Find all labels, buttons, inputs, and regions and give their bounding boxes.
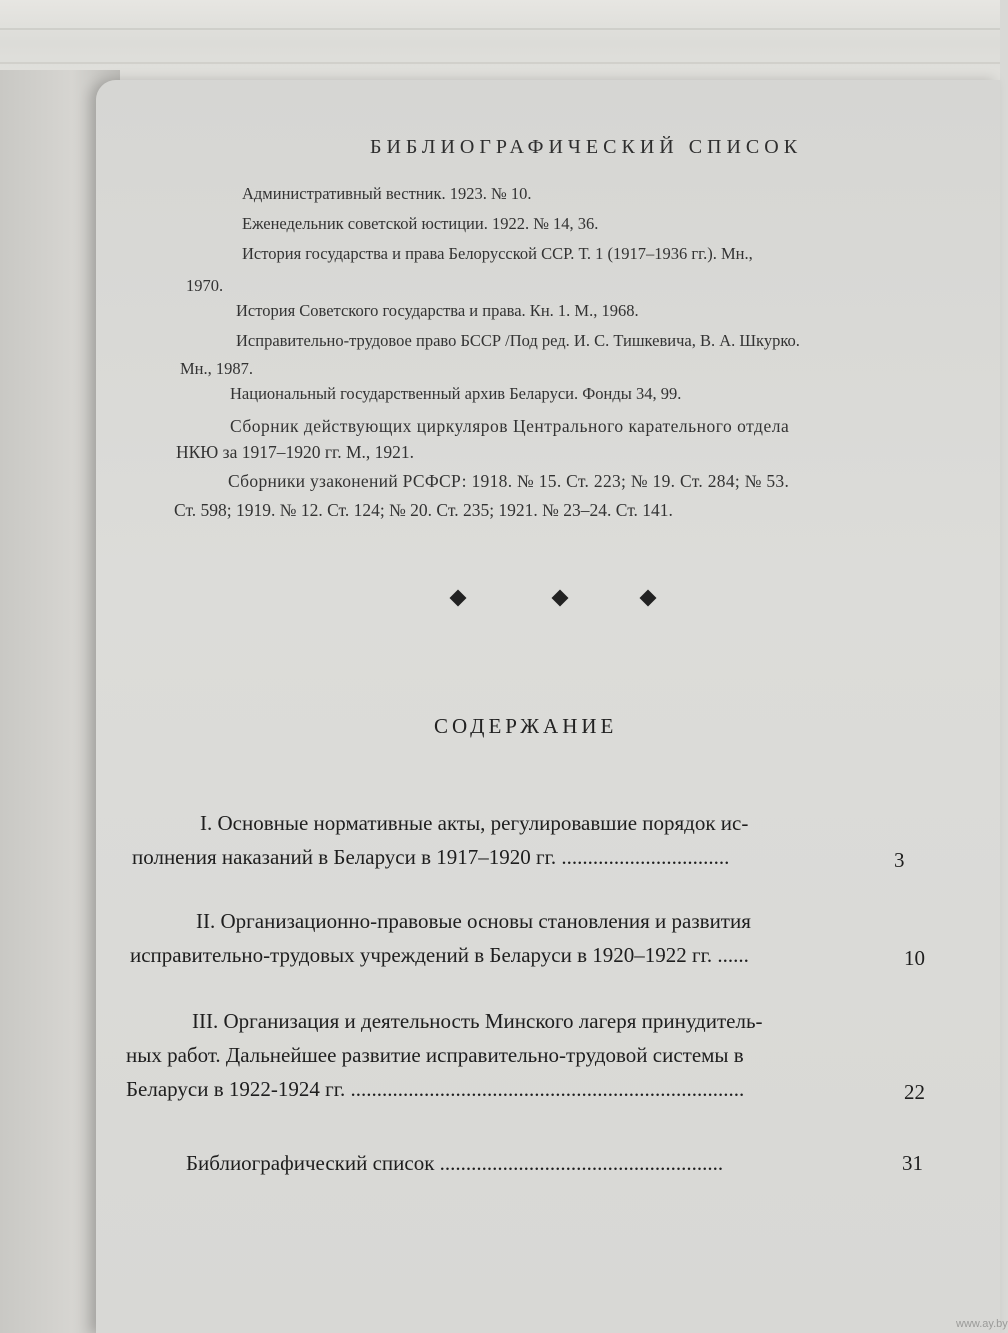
bib-entry: Административный вестник. 1923. № 10. xyxy=(242,184,532,203)
bib-entry: Ст. 598; 1919. № 12. Ст. 124; № 20. Ст. 235; 1921. № 23–24. Ст. 141. xyxy=(174,500,673,520)
diamond-ornament xyxy=(640,590,657,607)
bib-entry: Мн., 1987. xyxy=(180,359,254,378)
toc-page-number: 3 xyxy=(894,848,905,872)
toc-entry-line: ных работ. Дальнейшее развитие исправительно-трудовой системы в xyxy=(126,1043,744,1067)
toc-entry-line: I. Основные нормативные акты, регулировавшие порядок ис- xyxy=(200,811,749,835)
bib-entry: НКЮ за 1917–1920 гг. М., 1921. xyxy=(176,442,415,462)
diamond-ornament xyxy=(552,590,569,607)
toc-entry-line: Библиографический список ...................................................... xyxy=(186,1151,724,1175)
toc-page-number: 31 xyxy=(902,1151,923,1175)
watermark: www.ay.by xyxy=(956,1318,1008,1330)
bib-entry: Исправительно-трудовое право БССР /Под ред. И. С. Тишкевича, В. А. Шкурко. xyxy=(236,331,800,350)
toc-entry-line: исправительно-трудовых учреждений в Беларуси в 1920–1922 гг. ...... xyxy=(130,943,749,967)
bibliography-title: БИБЛИОГРАФИЧЕСКИЙ СПИСОК xyxy=(370,136,803,158)
bib-entry: История Советского государства и права. Кн. 1. М., 1968. xyxy=(236,301,639,320)
bib-entry: Еженедельник советской юстиции. 1922. № 14, 36. xyxy=(242,214,599,233)
diamond-ornament xyxy=(450,590,467,607)
toc-entry-line: II. Организационно-правовые основы становления и развития xyxy=(196,909,751,933)
bib-entry: 1970. xyxy=(186,276,224,295)
toc-entry-line: полнения наказаний в Беларуси в 1917–1920 гг. ................................ xyxy=(132,845,730,869)
toc-entry-line: Беларуси в 1922-1924 гг. ........................................................................... xyxy=(126,1077,745,1101)
bib-entry: История государства и права Белорусской ССР. Т. 1 (1917–1936 гг.). Мн., xyxy=(242,244,753,263)
book-page xyxy=(96,80,1000,1333)
toc-entry-line: III. Организация и деятельность Минского лагеря принудитель- xyxy=(192,1009,763,1033)
toc-page-number: 22 xyxy=(904,1080,925,1104)
bib-entry: Сборник действующих циркуляров Центрального карательного отдела xyxy=(230,416,790,436)
bib-entry: Национальный государственный архив Беларуси. Фонды 34, 99. xyxy=(230,384,682,403)
toc-page-number: 10 xyxy=(904,946,925,970)
contents-title: СОДЕРЖАНИЕ xyxy=(434,714,618,738)
bib-entry: Сборники узаконений РСФСР: 1918. № 15. Ст. 223; № 19. Ст. 284; № 53. xyxy=(228,471,790,491)
